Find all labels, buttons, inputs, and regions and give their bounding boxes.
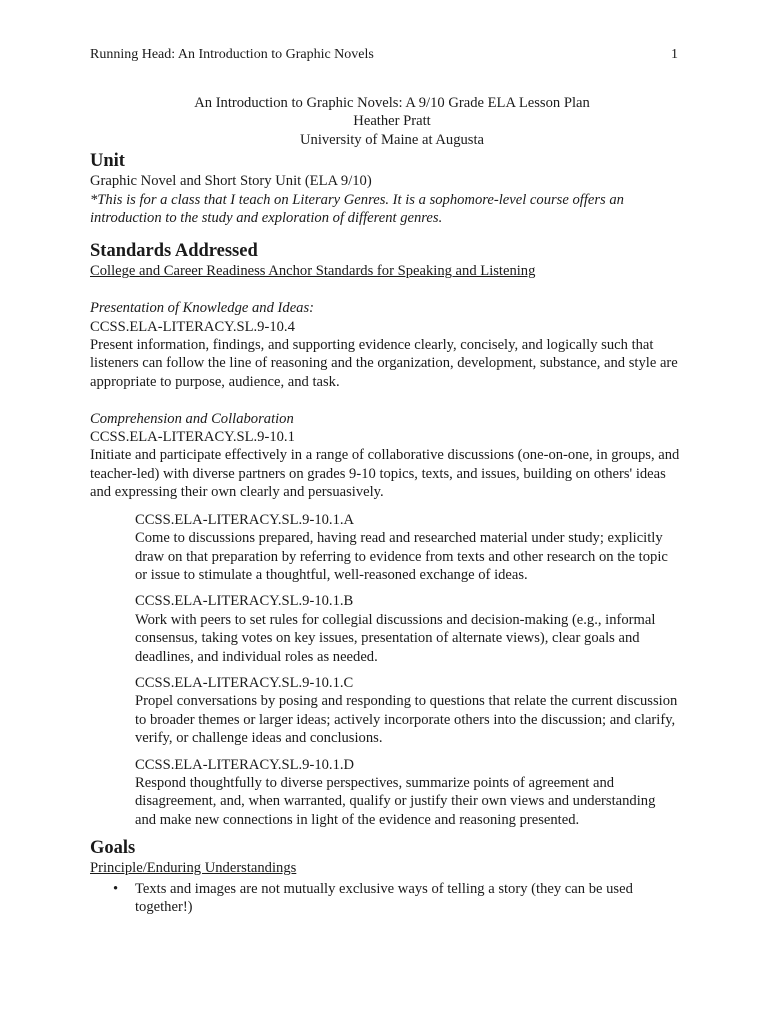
document-body — [90, 94, 680, 916]
document-title: An Introduction to Graphic Novels: A 9/10 Grade ELA Lesson Plan — [194, 95, 590, 111]
sub-standards-list — [135, 511, 680, 830]
standards-section — [90, 240, 680, 829]
standard-text: Initiate and participate effectively in a range of collaborative discussions (one-on-one, in groups, and teacher-led) with diverse partners on grades 9-10 topics, texts, and issues, building on others' ideas and expressing their own clearly and persuasively. — [90, 447, 680, 501]
sub-standard-code: CCSS.ELA-LITERACY.SL.9-10.1.D — [135, 756, 355, 773]
standard-group — [90, 410, 680, 502]
page-number: 1 — [671, 47, 678, 62]
standards-subheading: College and Career Readiness Anchor Standards for Speaking and Listening — [90, 263, 536, 280]
sub-standard-item — [135, 592, 680, 666]
author-name: Heather Pratt — [353, 113, 431, 130]
goals-list — [90, 880, 680, 917]
sub-standard-text: Work with peers to set rules for collegial discussions and decision-making (e.g., informal consensus, taking votes on key issues, presentation of alternate views), clear goals and deadlines, and individual roles as needed. — [135, 611, 656, 665]
institution-name: University of Maine at Augusta — [299, 131, 484, 148]
sub-standard-code: CCSS.ELA-LITERACY.SL.9-10.1.A — [135, 511, 355, 528]
goals-heading: Goals — [90, 838, 136, 859]
sub-standard-item — [135, 674, 680, 748]
sub-standard-code: CCSS.ELA-LITERACY.SL.9-10.1.C — [135, 674, 354, 691]
title-block — [104, 94, 680, 149]
unit-name: Graphic Novel and Short Story Unit (ELA 9/10) — [90, 173, 372, 190]
sub-standard-text: Propel conversations by posing and responding to questions that relate the current discussion to broader themes or larger ideas; actively incorporate others into the discussion; and clarify, verify, or challenge ideas and conclusions. — [135, 693, 678, 747]
unit-section — [90, 150, 680, 227]
standard-text: Present information, findings, and supporting evidence clearly, concisely, and logically such that listeners can follow the line of reasoning and the organization, development, substance, and style are appropriate to purpose, audience, and task. — [90, 337, 678, 390]
running-head: Running Head: An Introduction to Graphic Novels — [90, 47, 374, 62]
standard-code: CCSS.ELA-LITERACY.SL.9-10.1 — [90, 429, 295, 446]
sub-standard-item — [135, 756, 680, 830]
unit-heading: Unit — [90, 151, 125, 172]
sub-standard-item — [135, 511, 680, 585]
bullet-icon: • — [113, 880, 119, 897]
list-item — [113, 880, 680, 917]
sub-standard-text: Respond thoughtfully to diverse perspectives, summarize points of agreement and disagreement, and, when warranted, qualify or justify their own views and understanding and make new connections in light of the evidence and reasoning presented. — [135, 774, 656, 828]
sub-standard-text: Come to discussions prepared, having read and researched material under study; explicitly draw on that preparation by referring to evidence from texts and other research on the topic or issue to stimulate a thoughtful, well-reasoned exchange of ideas. — [135, 530, 668, 583]
sub-standard-code: CCSS.ELA-LITERACY.SL.9-10.1.B — [135, 593, 354, 610]
standard-category: Comprehension and Collaboration — [90, 410, 294, 427]
goals-subheading: Principle/Enduring Understandings — [90, 860, 297, 877]
goal-text: Texts and images are not mutually exclusive ways of telling a story (they can be used together!) — [135, 880, 633, 915]
standard-category: Presentation of Knowledge and Ideas: — [90, 300, 315, 317]
standard-group — [90, 299, 680, 391]
standards-heading: Standards Addressed — [90, 241, 258, 262]
goals-section — [90, 837, 680, 916]
standard-code: CCSS.ELA-LITERACY.SL.9-10.4 — [90, 318, 295, 335]
unit-note: *This is for a class that I teach on Literary Genres. It is a sophomore-level course offers an introduction to the study and exploration of different genres. — [90, 191, 624, 227]
